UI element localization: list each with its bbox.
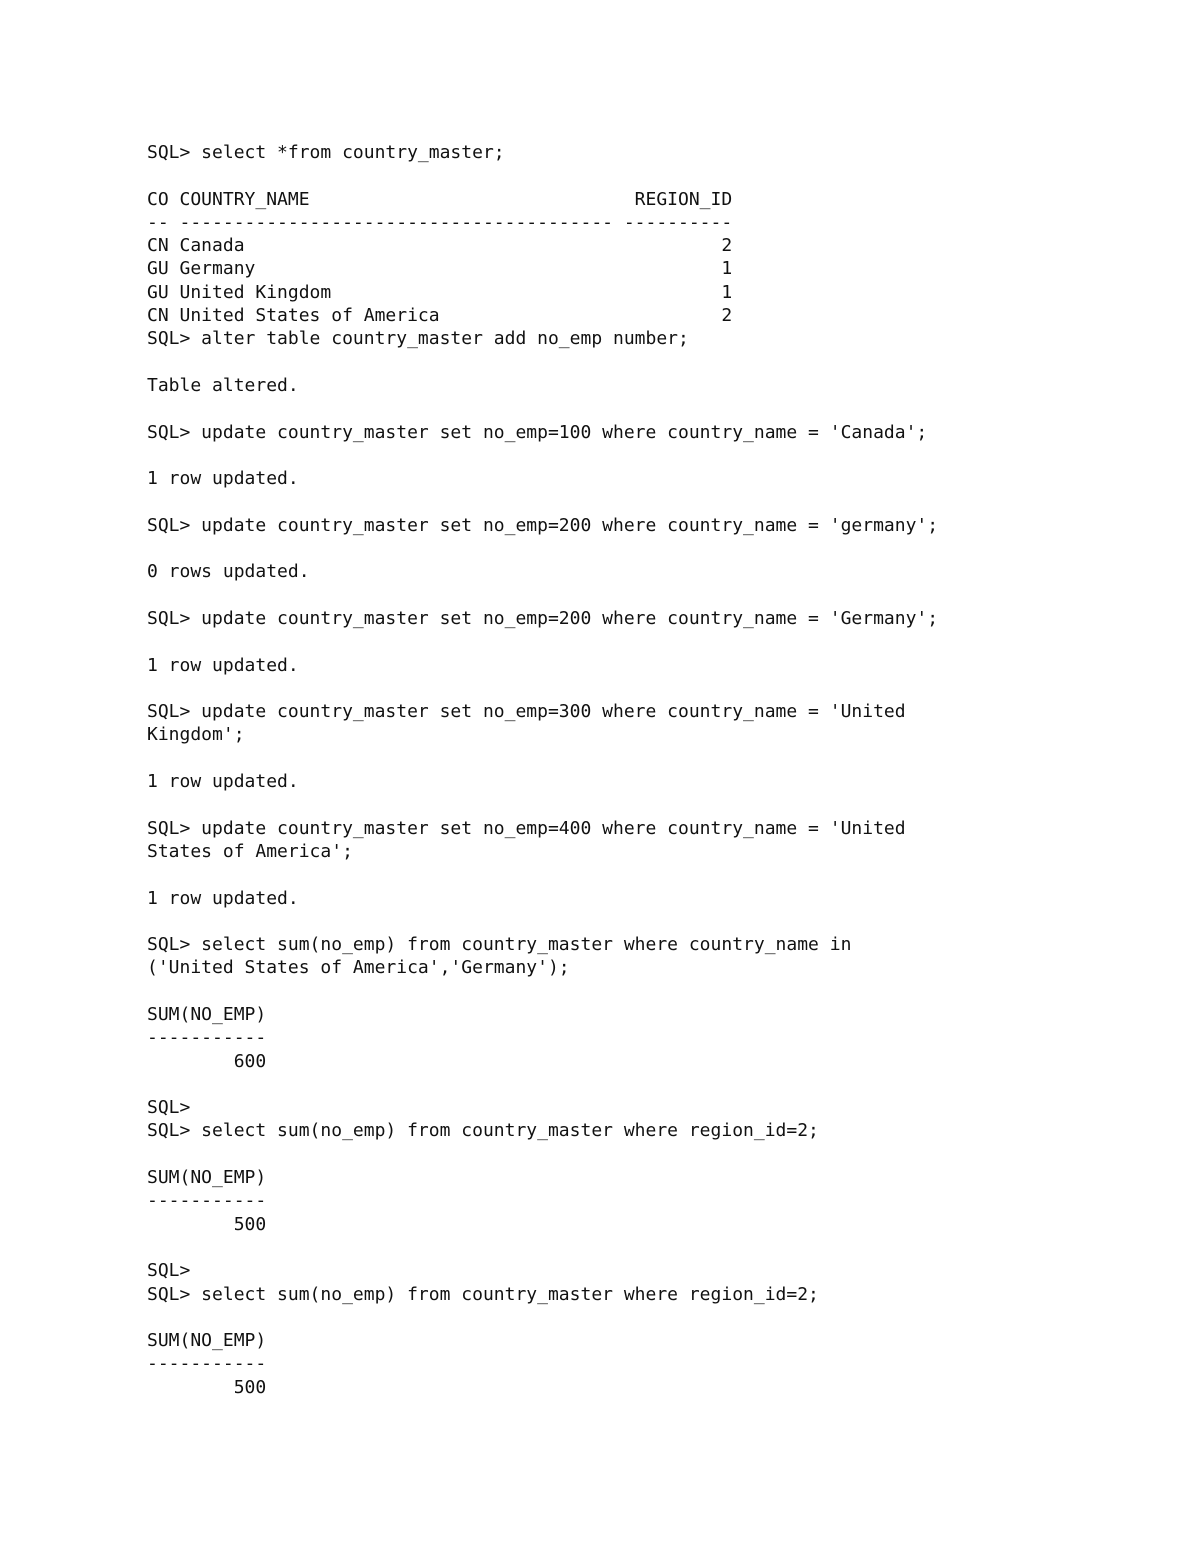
blank-line	[147, 747, 1147, 770]
sql-prompt-line: SQL>	[147, 1260, 191, 1282]
result-separator: -----------	[147, 1190, 267, 1212]
blank-line	[147, 584, 1147, 607]
blank-line	[147, 910, 1147, 933]
sql-command-line: SQL> select sum(no_emp) from country_master where country_name in	[147, 934, 852, 956]
sql-output-line: 1 row updated.	[147, 468, 299, 490]
sql-command-continuation: ('United States of America','Germany');	[147, 957, 570, 979]
sql-command-line: SQL> select sum(no_emp) from country_master where region_id=2;	[147, 1283, 819, 1305]
result-separator: -----------	[147, 1027, 267, 1049]
sql-output-line: 1 row updated.	[147, 887, 299, 909]
sql-output-line: 1 row updated.	[147, 654, 299, 676]
sql-prompt-line: SQL>	[147, 1097, 191, 1119]
table-header-separator: -- ---------------------------------------- ----------	[147, 211, 733, 233]
sql-command-line: SQL> update country_master set no_emp=100 where country_name = 'Canada';	[147, 421, 928, 443]
result-column-header: SUM(NO_EMP)	[147, 1330, 267, 1352]
blank-line	[147, 1073, 1147, 1096]
blank-line	[147, 677, 1147, 700]
table-row: GU Germany 1	[147, 258, 733, 280]
blank-line	[147, 537, 1147, 560]
sql-output-line: Table altered.	[147, 374, 299, 396]
blank-line	[147, 351, 1147, 374]
sql-command-line: SQL> update country_master set no_emp=200 where country_name = 'germany';	[147, 514, 939, 536]
blank-line	[147, 793, 1147, 816]
result-value: 500	[147, 1376, 267, 1398]
blank-line	[147, 630, 1147, 653]
blank-line	[147, 397, 1147, 420]
blank-line	[147, 863, 1147, 886]
blank-line	[147, 1236, 1147, 1259]
sql-command-line: SQL> update country_master set no_emp=300 where country_name = 'United	[147, 701, 906, 723]
blank-line	[147, 1143, 1147, 1166]
table-header-row: CO COUNTRY_NAME REGION_ID	[147, 188, 733, 210]
sql-command-continuation: States of America';	[147, 840, 353, 862]
blank-line	[147, 444, 1147, 467]
sql-command-continuation: Kingdom';	[147, 724, 245, 746]
sql-output-line: 1 row updated.	[147, 771, 299, 793]
result-column-header: SUM(NO_EMP)	[147, 1003, 267, 1025]
result-separator: -----------	[147, 1353, 267, 1375]
table-row: CN Canada 2	[147, 235, 733, 257]
sql-command-line: SQL> select sum(no_emp) from country_master where region_id=2;	[147, 1120, 819, 1142]
sql-transcript	[147, 141, 1147, 1399]
result-column-header: SUM(NO_EMP)	[147, 1167, 267, 1189]
sql-command-line: SQL> alter table country_master add no_emp number;	[147, 328, 689, 350]
blank-line	[147, 164, 1147, 187]
blank-line	[147, 490, 1147, 513]
table-row: CN United States of America 2	[147, 305, 733, 327]
table-row: GU United Kingdom 1	[147, 281, 733, 303]
blank-line	[147, 1306, 1147, 1329]
sql-command-line: SQL> update country_master set no_emp=400 where country_name = 'United	[147, 817, 906, 839]
result-value: 600	[147, 1050, 267, 1072]
sql-command-line: SQL> update country_master set no_emp=200 where country_name = 'Germany';	[147, 607, 939, 629]
blank-line	[147, 980, 1147, 1003]
sql-output-line: 0 rows updated.	[147, 561, 310, 583]
sql-command-line: SQL> select *from country_master;	[147, 142, 505, 163]
result-value: 500	[147, 1213, 267, 1235]
